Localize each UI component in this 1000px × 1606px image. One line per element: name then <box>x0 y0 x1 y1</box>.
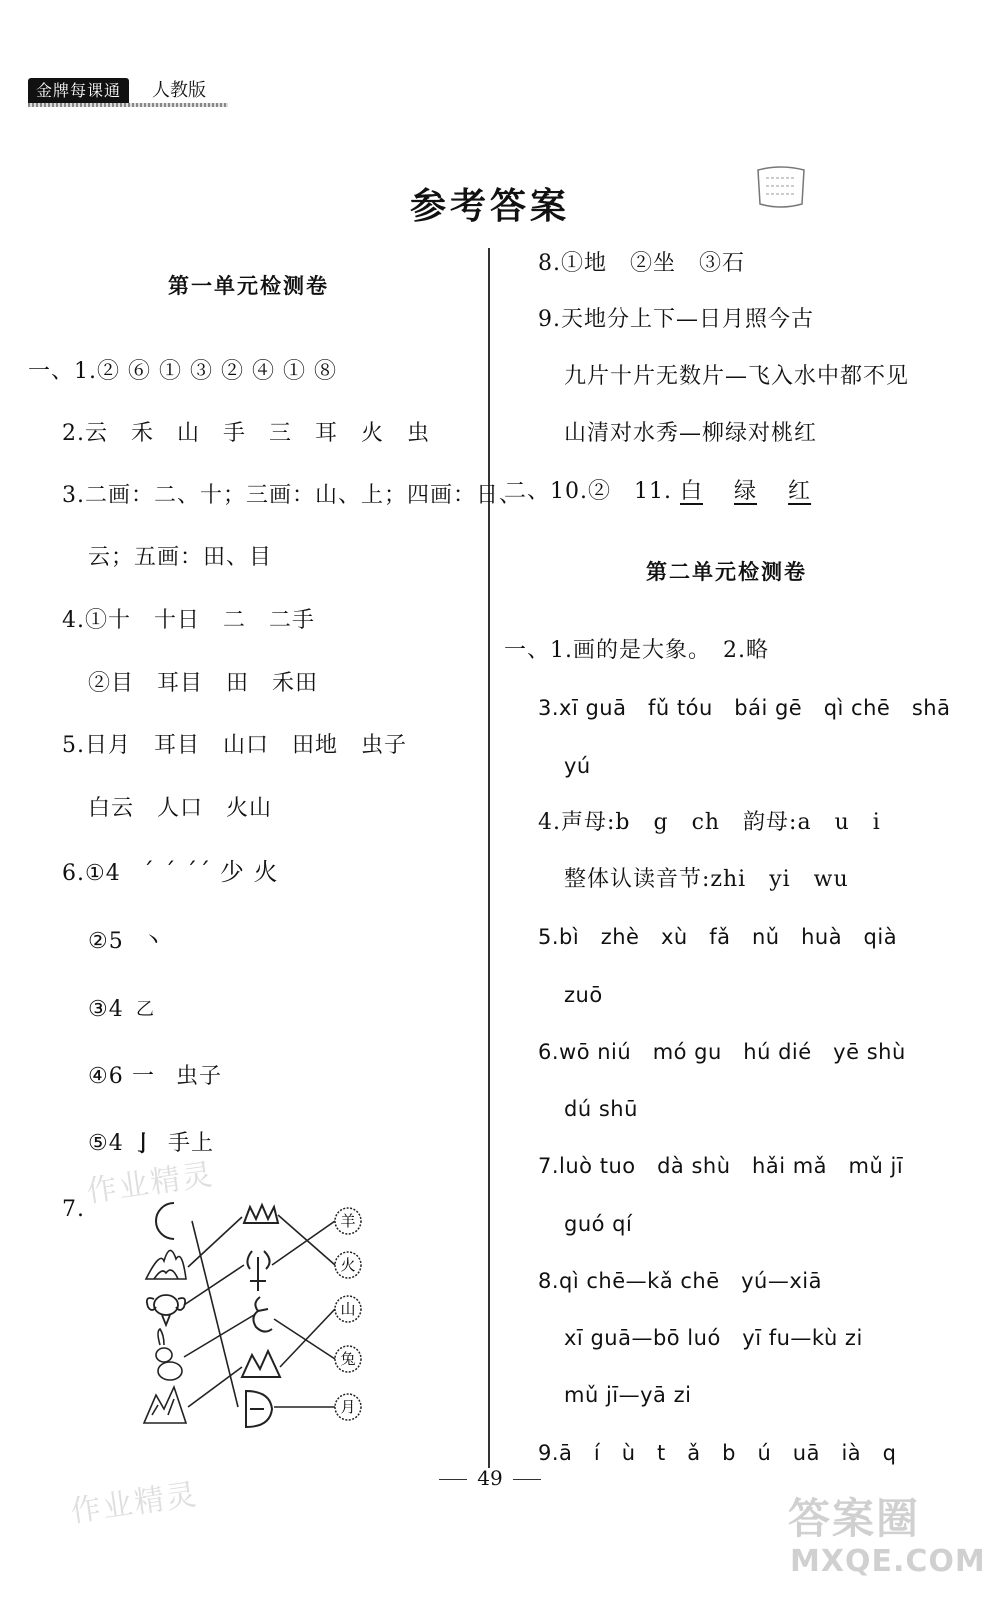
answer-line: 手上 <box>168 1131 215 1156</box>
ancient-mountain-glyph <box>242 1351 280 1377</box>
ancient-fire-glyph <box>244 1205 278 1223</box>
stroke-glyph: 亅 <box>132 1131 156 1157</box>
column-divider <box>488 248 490 1468</box>
ancient-goat-glyph <box>247 1251 269 1291</box>
section-title-unit1: 第一单元检测卷 <box>168 273 329 298</box>
pinyin-line: 5.bì zhè xù fǎ nǔ huà qià <box>538 925 898 949</box>
answer-line: 九片十片无数片—飞入水中都不见 <box>564 364 910 389</box>
stroke-sequence: ˊ ˊ ˊˊ 少 火 <box>142 858 279 886</box>
answer-line <box>504 478 811 506</box>
pinyin-line: yú <box>564 754 591 778</box>
ancient-moon-glyph <box>246 1391 272 1427</box>
answer-line: 云；五画：田、目 <box>88 545 273 570</box>
answer-line: ②目 耳目 田 禾田 <box>88 671 319 696</box>
answer-line: ②5 <box>88 929 124 954</box>
answer-line: 虫子 <box>176 1064 223 1089</box>
moon-icon <box>156 1203 174 1239</box>
circled-char: 月 <box>340 1398 356 1416</box>
goat-icon <box>147 1295 185 1325</box>
stroke-glyph: 一 <box>132 1064 156 1089</box>
site-logo <box>782 1480 986 1590</box>
pinyin-line: xī guā—bō luó yī fu—kù zi <box>564 1326 863 1350</box>
answer-line: 白云 人口 火山 <box>88 796 273 821</box>
series-badge: 金牌每课通 <box>28 78 129 104</box>
answer-line: ④6 <box>88 1064 124 1089</box>
page-title: 参考答案 <box>409 185 570 227</box>
answer-line: 2.云 禾 山 手 三 耳 火 虫 <box>62 421 430 446</box>
answer-line: 8.①地 ②坐 ③石 <box>538 251 745 276</box>
mountain-pic-icon <box>144 1387 186 1423</box>
answer-line: 9.天地分上下—日月照今古 <box>538 307 814 332</box>
section-title-unit2: 第二单元检测卷 <box>646 559 807 584</box>
answer-line: 一、1.② ⑥ ① ③ ② ④ ① ⑧ <box>28 359 337 384</box>
fill-answer: 红 <box>788 479 812 504</box>
answer-line: 5.日月 耳目 山口 田地 虫子 <box>62 733 407 758</box>
pinyin-line: dú shū <box>564 1097 638 1121</box>
rabbit-icon <box>156 1329 182 1380</box>
watermark: 作业精灵 <box>84 1157 217 1210</box>
stamp-icon <box>752 162 810 212</box>
edition-label: 人教版 <box>152 80 206 101</box>
matching-diagram <box>140 1195 376 1440</box>
pinyin-line: mǔ jī—yā zi <box>564 1383 692 1407</box>
fire-icon <box>146 1250 186 1279</box>
pinyin-line: 3.xī guā fǔ tóu bái gē qì chē shā <box>538 696 951 720</box>
pinyin-line: guó qí <box>564 1212 633 1236</box>
site-domain: MXQE.COM <box>790 1544 986 1579</box>
answer-line: 7. <box>62 1197 85 1222</box>
pinyin-line: 7.luò tuo dà shù hǎi mǎ mǔ jī <box>538 1154 904 1178</box>
pinyin-line: 6.wō niú mó gu hú dié yē shù <box>538 1040 906 1064</box>
answer-line: 整体认读音节:zhi yi wu <box>564 867 849 892</box>
ancient-rabbit-glyph <box>253 1297 272 1332</box>
answer-line: 6.①4 <box>62 861 121 886</box>
page-number: 49 <box>0 1466 980 1490</box>
answer-line: 4.声母:b g ch 韵母:a u i <box>538 810 881 835</box>
answer-text: 二、10.② 11. <box>504 479 672 504</box>
answer-line: 山清对水秀—柳绿对桃红 <box>564 421 818 446</box>
stroke-glyph: 乙 <box>136 999 155 1020</box>
header-rule <box>28 103 228 107</box>
circled-char: 兔 <box>340 1350 356 1368</box>
answer-line: ③4 <box>88 997 124 1022</box>
pinyin-line: zuō <box>564 983 603 1007</box>
answer-line: 4.①十 十日 二 二手 <box>62 608 315 633</box>
circled-char: 火 <box>340 1256 356 1274</box>
circled-char: 山 <box>340 1300 356 1318</box>
circled-char: 羊 <box>340 1212 356 1230</box>
fill-answer: 绿 <box>734 479 758 504</box>
pinyin-line: 8.qì chē—kǎ chē yú—xiā <box>538 1269 822 1293</box>
stroke-glyph: 丶 <box>142 929 166 954</box>
answer-line: 3.二画：二、十；三画：山、上；四画：日、 <box>62 483 522 508</box>
watermark: 作业精灵 <box>68 1477 201 1530</box>
fill-answer: 白 <box>679 479 703 504</box>
pinyin-line: 9.ā í ù t ǎ b ú uā ià q <box>538 1441 897 1465</box>
answer-line: ⑤4 <box>88 1131 124 1156</box>
answer-line: 一、1.画的是大象。 2.略 <box>504 638 769 663</box>
site-logo-text: 答案圈 <box>788 1494 921 1543</box>
